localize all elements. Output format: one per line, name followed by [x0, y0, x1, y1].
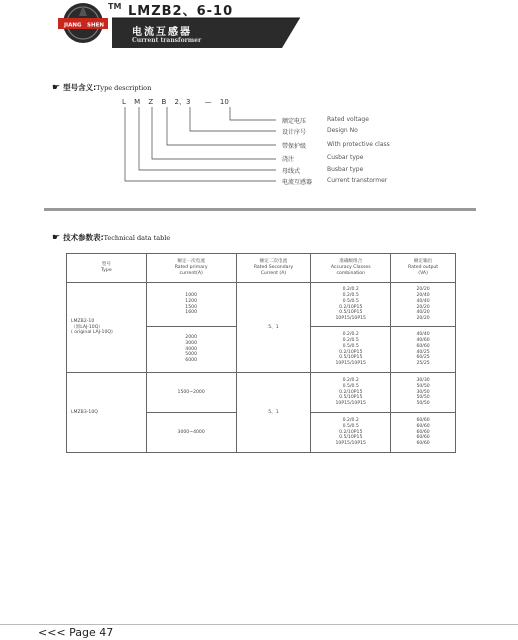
desc-cn-protective: 带保护级	[282, 143, 307, 150]
cell-accuracy: 0.2/0.2 0.5/0.5 0.2/10P15 0.5/10P15 10P15/10P15	[311, 373, 391, 413]
cell-type: LMZB2-10 （原LAJ-10Q） ( original LAJ-10Q)	[67, 283, 147, 373]
cell-accuracy: 0.2/0.2 0.2/0.5 0.5/0.5 0.2/10P15 0.5/10P15 10P15/10P15	[311, 283, 391, 327]
type-code-leader-lines	[0, 0, 518, 200]
desc-cn-design-no: 设计序号	[282, 129, 307, 136]
desc-cn-rated-voltage: 额定电压	[282, 118, 307, 125]
model-title: LMZB2、6-10	[128, 4, 234, 19]
desc-en-design-no: Design No	[327, 127, 358, 134]
header-accuracy: 准确级组合 Accuracy Classes combination	[311, 254, 391, 283]
desc-en-busbar: Busbar type	[327, 166, 364, 173]
cell-secondary: 5、1	[236, 283, 311, 373]
cell-primary: 1500~2000	[146, 373, 236, 413]
type-description-heading: ☛ 型号含义:Type description	[52, 83, 152, 93]
page-number: <<< Page 47	[38, 626, 114, 639]
cell-primary: 3000~4000	[146, 413, 236, 453]
pointing-hand-icon: ☛	[52, 233, 61, 243]
header-output: 额定输出 Rated output (VA)	[391, 254, 456, 283]
code-part: Z	[148, 98, 154, 106]
cell-primary: 2000 3000 4000 5000 6000	[146, 327, 236, 373]
cell-secondary: 5、1	[236, 373, 311, 453]
desc-en-rated-voltage: Rated voltage	[327, 116, 369, 123]
footer-rule	[0, 624, 518, 625]
header-type: 型号 Type	[67, 254, 147, 283]
code-part: —	[204, 98, 212, 106]
desc-cn-busbar: 母线式	[282, 168, 301, 175]
desc-cn-current-transformer: 电流互感器	[282, 179, 313, 186]
desc-en-cast: Cusbar type	[327, 154, 364, 161]
code-part: 2、3	[174, 98, 191, 106]
cell-primary: 1000 1200 1500 1600	[146, 283, 236, 327]
header-primary: 额定一次电流 Rated primary current(A)	[146, 254, 236, 283]
code-part: B	[161, 98, 167, 106]
code-part: 10	[219, 98, 229, 106]
code-part: L	[122, 98, 126, 106]
cell-output: 40/40 40/60 60/60 40/25 60/25 25/25	[391, 327, 456, 373]
logo-text-left: JIANG	[64, 22, 82, 29]
tech-data-heading: ☛ 技术参数表:Technical data table	[52, 233, 171, 243]
cell-accuracy: 0.2/0.2 0.5/0.5 0.2/10P15 0.5/10P15 10P15/10P15	[311, 413, 391, 453]
cell-output: 60/60 60/60 60/60 60/60 60/60	[391, 413, 456, 453]
table-header-row	[67, 254, 456, 283]
section-divider	[44, 208, 476, 211]
desc-cn-cast: 浇注	[282, 156, 295, 163]
title-english: Current transformer	[132, 37, 202, 44]
cell-output: 20/20 20/40 40/40 20/20 40/20 20/20	[391, 283, 456, 327]
cell-accuracy: 0.2/0.2 0.2/0.5 0.5/0.5 0.2/10P15 0.5/10P15 10P15/10P15	[311, 327, 391, 373]
header-secondary: 额定二次电流 Rated Secondary Current (A)	[236, 254, 311, 283]
code-part: M	[134, 98, 141, 106]
desc-en-protective: With protective class	[327, 141, 390, 148]
cell-type: LMZB3-10Q	[67, 373, 147, 453]
desc-en-current-transformer: Current transtormer	[327, 177, 388, 184]
table-row	[67, 283, 456, 327]
technical-data-table	[66, 253, 456, 453]
table-row	[67, 373, 456, 413]
cell-output: 30/30 50/50 30/50 50/50 50/50	[391, 373, 456, 413]
pointing-hand-icon: ☛	[52, 83, 61, 93]
logo-text-right: SHEN	[87, 22, 104, 29]
title-chinese: 电流互感器	[132, 27, 192, 38]
trademark-mark: TM	[108, 2, 122, 11]
